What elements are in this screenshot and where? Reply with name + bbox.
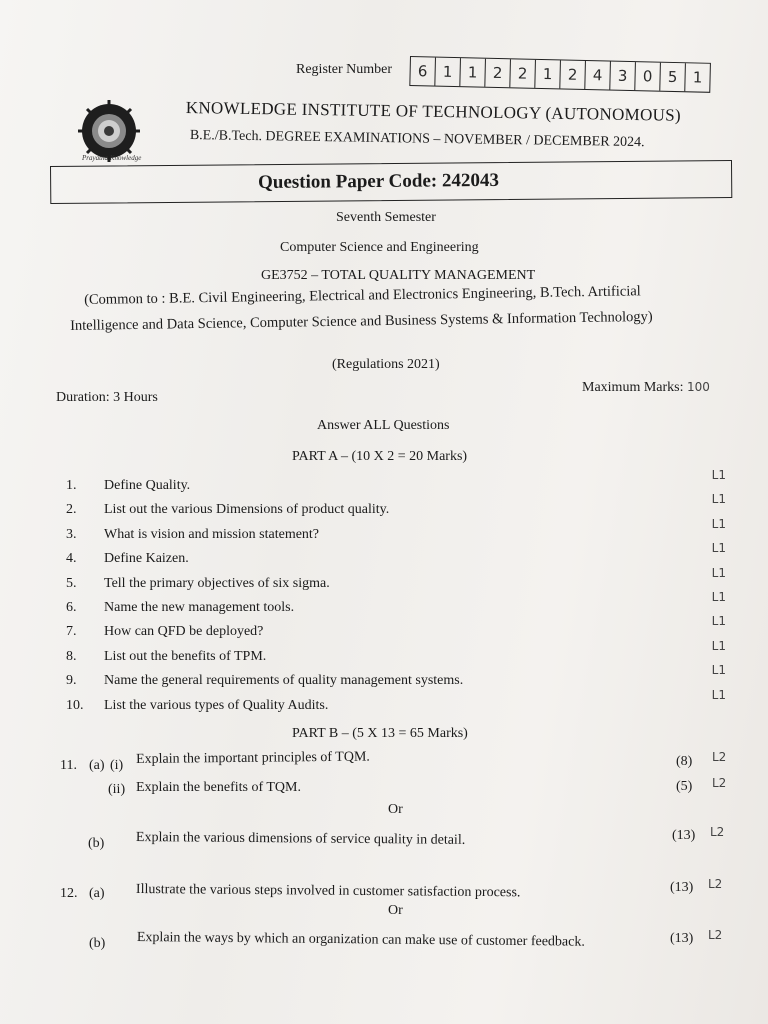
register-digit: 2: [510, 59, 536, 88]
q12-b-level: L2: [708, 928, 723, 942]
q11-a-i-marks: (8): [676, 754, 693, 769]
q12-b-text: Explain the ways by which an organization can make use of customer feedback.: [136, 930, 585, 950]
question-number: 10.: [66, 697, 84, 713]
question-text: How can QFD be deployed?: [104, 624, 264, 640]
register-number-boxes: [409, 56, 711, 93]
q12-a-label: (a): [89, 886, 105, 901]
question-level: L1: [711, 492, 726, 507]
instruction: Answer ALL Questions: [317, 418, 450, 433]
list-item: [66, 468, 736, 502]
question-level: L1: [711, 565, 726, 580]
q11-b-marks: (13): [672, 828, 696, 843]
question-number: 2.: [66, 502, 77, 518]
question-level: L1: [711, 614, 726, 629]
institute-logo-icon: [78, 100, 140, 162]
question-text: List out the benefits of TPM.: [104, 648, 267, 664]
question-level: L1: [711, 663, 726, 678]
q11-a-ii-label: (ii): [108, 782, 126, 797]
register-digit: 0: [635, 62, 661, 91]
list-item: [66, 687, 736, 722]
question-text: List out the various Dimensions of product quality.: [104, 502, 390, 518]
q12-a-marks: (13): [670, 880, 694, 895]
q11-a-ii-marks: (5): [676, 779, 693, 794]
q11-a-i-text: Explain the important principles of TQM.: [136, 749, 370, 767]
question-text: Name the new management tools.: [104, 599, 295, 615]
register-digit: 1: [435, 58, 461, 87]
exam-title: B.E./B.Tech. DEGREE EXAMINATIONS – NOVEMBER / DECEMBER 2024.: [189, 128, 645, 151]
q12-a-level: L2: [708, 877, 723, 891]
q11-b-level: L2: [710, 825, 725, 839]
question-level: L1: [711, 687, 726, 702]
question-level: L1: [711, 541, 726, 556]
list-item: [66, 516, 736, 551]
question-number: 9.: [66, 673, 77, 689]
question-level: L1: [711, 638, 726, 653]
question-level: L1: [711, 516, 726, 531]
q11-b-label: (b): [88, 836, 105, 851]
register-digit: 1: [535, 60, 561, 89]
part-a-question-list: [66, 468, 736, 722]
q12-or: Or: [388, 903, 403, 918]
question-level: L1: [711, 468, 726, 482]
list-item: [66, 565, 736, 600]
q12-number: 12.: [60, 886, 78, 901]
question-number: 6.: [66, 599, 77, 615]
q11-a-i-label: (i): [110, 758, 124, 773]
register-digit: 2: [560, 60, 586, 89]
q11-a-label: (a): [89, 758, 105, 773]
logo-caption: Prayatna Knowledge: [82, 154, 142, 162]
list-item: [66, 614, 736, 648]
department: Computer Science and Engineering: [280, 240, 479, 255]
subject: GE3752 – TOTAL QUALITY MANAGEMENT: [261, 268, 536, 283]
q12-b-label: (b): [89, 936, 106, 951]
question-number: 5.: [66, 575, 77, 591]
part-b-heading: PART B – (5 X 13 = 65 Marks): [292, 726, 468, 741]
list-item: [66, 589, 736, 624]
question-level: L1: [711, 589, 726, 604]
register-digit: 4: [585, 61, 611, 90]
question-text: Define Quality.: [104, 478, 191, 493]
maximum-marks-label: Maximum Marks:: [582, 380, 684, 395]
q12-b-marks: (13): [670, 931, 694, 946]
common-to-line-2: Intelligence and Data Science, Computer Science and Business Systems & Information Technology): [70, 308, 653, 334]
q11-a-ii-text: Explain the benefits of TQM.: [136, 780, 301, 795]
question-text: Define Kaizen.: [104, 551, 189, 567]
q11-a-ii-level: L2: [712, 776, 727, 790]
question-number: 4.: [66, 551, 77, 567]
institution-name: KNOWLEDGE INSTITUTE OF TECHNOLOGY (AUTONOMOUS): [185, 98, 682, 125]
question-number: 8.: [66, 648, 77, 664]
list-item: [66, 638, 736, 673]
list-item: [66, 492, 736, 526]
question-number: 7.: [66, 624, 77, 640]
question-text: What is vision and mission statement?: [104, 526, 320, 542]
part-a-heading: PART A – (10 X 2 = 20 Marks): [292, 449, 468, 464]
maximum-marks-value: 100: [687, 380, 710, 394]
duration: Duration: 3 Hours: [56, 390, 158, 405]
question-text: List the various types of Quality Audits.: [104, 697, 329, 713]
question-text: Tell the primary objectives of six sigma.: [104, 575, 330, 591]
list-item: [66, 541, 736, 575]
register-digit: 1: [460, 58, 486, 87]
register-digit: 6: [410, 57, 436, 86]
question-number: 1.: [66, 478, 77, 493]
register-digit: 5: [660, 63, 686, 92]
q11-a-i-level: L2: [712, 750, 727, 764]
question-text: Name the general requirements of quality management systems.: [104, 673, 464, 689]
q12-a-text: Illustrate the various steps involved in customer satisfaction process.: [135, 882, 521, 901]
register-digit: 3: [610, 62, 636, 91]
question-number: 3.: [66, 526, 77, 542]
q11-b-text: Explain the various dimensions of service quality in detail.: [135, 830, 466, 848]
semester: Seventh Semester: [336, 210, 436, 225]
maximum-marks: [582, 380, 710, 396]
regulations: (Regulations 2021): [332, 357, 440, 372]
list-item: [66, 663, 736, 697]
register-number-label: Register Number: [296, 62, 393, 77]
common-to-line-1: (Common to : B.E. Civil Engineering, Electrical and Electronics Engineering, B.Tech. Artificial: [84, 283, 641, 308]
register-digit: 2: [485, 59, 511, 88]
q11-or: Or: [388, 802, 403, 817]
register-digit: 1: [692, 68, 703, 87]
q11-number: 11.: [60, 758, 77, 773]
question-paper-code: Question Paper Code: 242043: [258, 169, 500, 193]
